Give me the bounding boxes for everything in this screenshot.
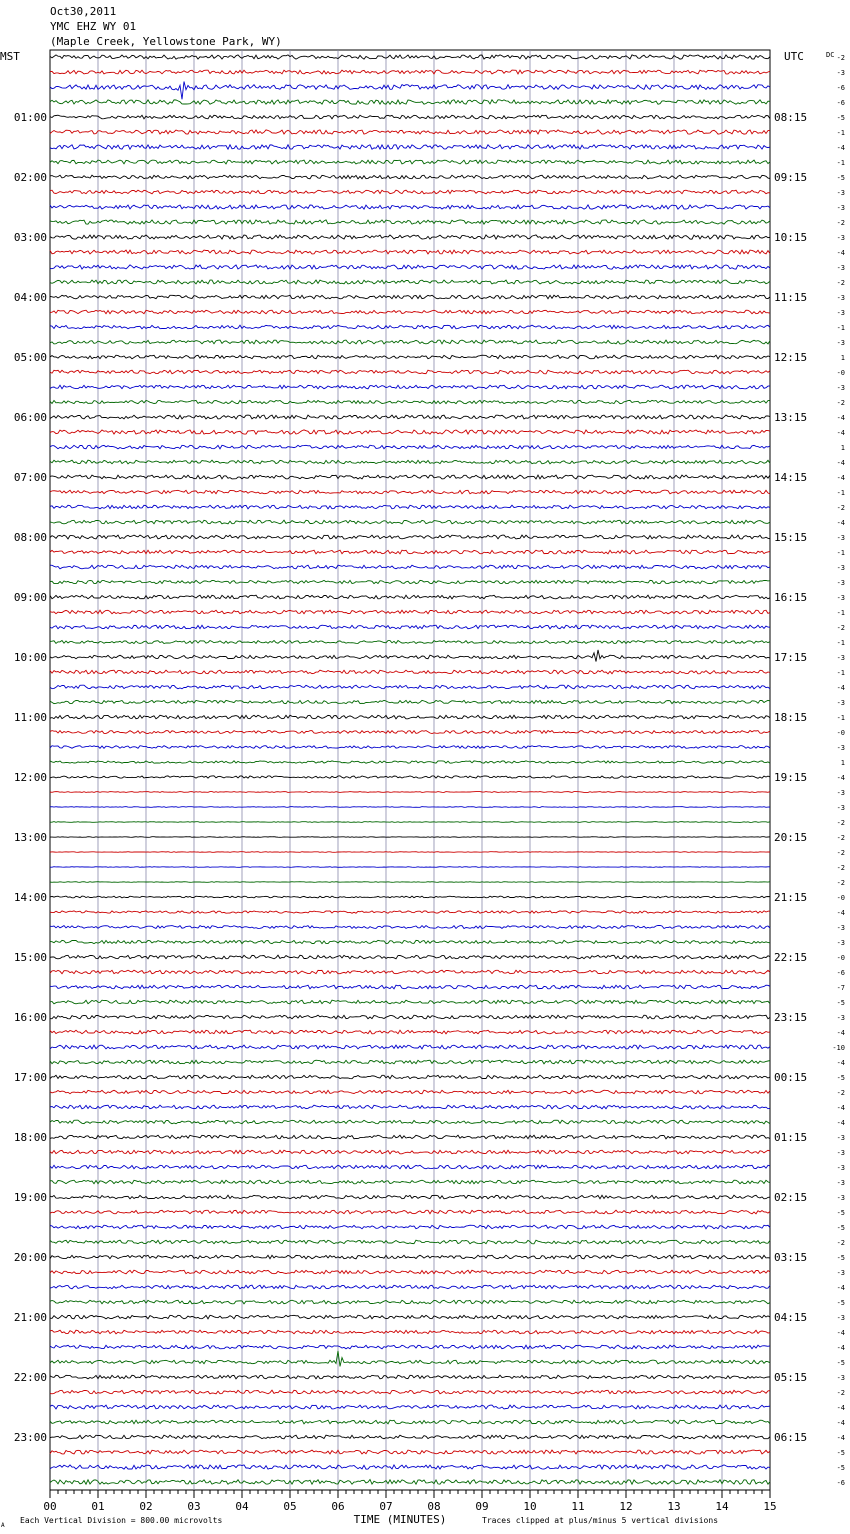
trace-line — [50, 1075, 770, 1079]
trace-line — [50, 1315, 770, 1319]
trace-line — [50, 776, 770, 778]
trace-line — [50, 430, 770, 434]
mst-hour-label: 21:00 — [13, 1311, 47, 1324]
trace-line — [50, 295, 770, 299]
dc-offset-label: -4 — [836, 1059, 845, 1067]
dc-offset-label: -0 — [836, 894, 845, 902]
mst-hour-label: 20:00 — [13, 1251, 47, 1264]
trace-line — [50, 145, 770, 149]
dc-offset-label: -1 — [836, 159, 845, 167]
x-tick-label: 11 — [571, 1500, 585, 1513]
dc-offset-label: -5 — [836, 1074, 845, 1082]
dc-offset-label: -5 — [836, 1464, 845, 1472]
mst-hour-label: 11:00 — [13, 711, 47, 724]
trace-line — [50, 1135, 770, 1139]
dc-offset-label: -4 — [836, 1344, 845, 1352]
x-tick-label: 03 — [187, 1500, 201, 1513]
dc-offset-label: -6 — [836, 969, 845, 977]
dc-offset-label: -1 — [836, 609, 845, 617]
trace-line — [50, 565, 770, 569]
mst-hour-label: 08:00 — [13, 531, 47, 544]
mst-hour-label: 03:00 — [13, 231, 47, 244]
trace-line — [50, 400, 770, 403]
dc-offset-label: -6 — [836, 1479, 845, 1487]
mst-hour-label: 16:00 — [13, 1011, 47, 1024]
trace-line — [50, 1090, 770, 1094]
dc-offset-label: -4 — [836, 144, 845, 152]
trace-line — [50, 250, 770, 254]
dc-offset-label: -1 — [836, 129, 845, 137]
x-tick-label: 07 — [379, 1500, 393, 1513]
mst-hour-label: 01:00 — [13, 111, 47, 124]
dc-offset-label: -4 — [836, 474, 845, 482]
x-tick-label: 04 — [235, 1500, 249, 1513]
utc-hour-label: 12:15 — [774, 351, 808, 364]
dc-offset-label: -4 — [836, 519, 845, 527]
utc-hour-label: 22:15 — [774, 951, 808, 964]
dc-offset-label: -4 — [836, 1119, 845, 1127]
mst-hour-label: 09:00 — [13, 591, 47, 604]
trace-line — [50, 355, 770, 359]
trace-line — [50, 1300, 770, 1304]
trace-line — [50, 340, 770, 344]
dc-offset-label: -2 — [836, 819, 845, 827]
trace-line — [50, 1405, 770, 1409]
dc-offset-label: -6 — [836, 99, 845, 107]
x-tick-label: 12 — [619, 1500, 633, 1513]
trace-line — [50, 700, 770, 703]
dc-offset-label: -3 — [836, 1149, 845, 1157]
dc-offset-label: -2 — [836, 879, 845, 887]
trace-line — [50, 475, 770, 479]
trace-line — [50, 1345, 770, 1349]
utc-hour-label: 17:15 — [774, 651, 808, 664]
trace-line — [50, 1270, 770, 1274]
utc-hour-label: 10:15 — [774, 231, 808, 244]
dc-offset-label: -3 — [836, 264, 845, 272]
x-tick-label: 06 — [331, 1500, 345, 1513]
trace-line — [50, 460, 770, 464]
header-location: (Maple Creek, Yellowstone Park, WY) — [50, 35, 282, 48]
utc-hour-label: 02:15 — [774, 1191, 808, 1204]
utc-hour-label: 04:15 — [774, 1311, 808, 1324]
dc-offset-label: -3 — [836, 309, 845, 317]
mst-hour-label: 05:00 — [13, 351, 47, 364]
dc-offset-label: -4 — [836, 684, 845, 692]
trace-line — [50, 1330, 770, 1334]
trace-line — [50, 1450, 770, 1454]
trace-line — [50, 280, 770, 284]
dc-offset-label: -3 — [836, 234, 845, 242]
x-tick-label: 15 — [763, 1500, 777, 1513]
dc-offset-label: -3 — [836, 594, 845, 602]
dc-offset-label: -5 — [836, 1449, 845, 1457]
mst-hour-label: 02:00 — [13, 171, 47, 184]
trace-line — [50, 882, 770, 883]
trace-line — [50, 926, 770, 929]
utc-hour-label: 09:15 — [774, 171, 808, 184]
mst-hour-label: 04:00 — [13, 291, 47, 304]
trace-line — [50, 520, 770, 524]
mst-hour-label: 14:00 — [13, 891, 47, 904]
trace-line — [50, 807, 770, 808]
mst-hour-label: 07:00 — [13, 471, 47, 484]
dc-offset-label: -4 — [836, 909, 845, 917]
dc-offset-label: 1 — [840, 759, 845, 767]
utc-hour-label: 13:15 — [774, 411, 808, 424]
dc-offset-label: -2 — [836, 864, 845, 872]
dc-offset-label: -2 — [836, 1389, 845, 1397]
trace-line — [50, 370, 770, 374]
dc-offset-label: -5 — [836, 1359, 845, 1367]
trace-line — [50, 1351, 770, 1367]
trace-line — [50, 867, 770, 868]
mst-hour-label: 12:00 — [13, 771, 47, 784]
dc-offset-label: -2 — [836, 834, 845, 842]
dc-offset-label: -6 — [836, 84, 845, 92]
x-tick-label: 02 — [139, 1500, 153, 1513]
trace-line — [50, 595, 770, 599]
trace-line — [50, 650, 770, 662]
trace-line — [50, 792, 770, 793]
dc-offset-label: -2 — [836, 624, 845, 632]
dc-offset-label: -2 — [836, 399, 845, 407]
dc-offset-label: -3 — [836, 564, 845, 572]
dc-offset-label: -2 — [836, 504, 845, 512]
dc-offset-label: -5 — [836, 1209, 845, 1217]
trace-line — [50, 940, 770, 943]
trace-line — [50, 310, 770, 314]
mst-hour-label: 06:00 — [13, 411, 47, 424]
dc-offset-label: -3 — [836, 1164, 845, 1172]
trace-line — [50, 1390, 770, 1394]
x-tick-label: 09 — [475, 1500, 489, 1513]
utc-hour-label: 16:15 — [774, 591, 808, 604]
trace-line — [50, 1180, 770, 1184]
header-date: Oct30,2011 — [50, 5, 117, 18]
dc-offset-label: -4 — [836, 1284, 845, 1292]
dc-offset-label: -5 — [836, 999, 845, 1007]
mst-hour-label: 18:00 — [13, 1131, 47, 1144]
trace-line — [50, 955, 770, 959]
dc-offset-label: -5 — [836, 1224, 845, 1232]
trace-line — [50, 852, 770, 853]
trace-line — [50, 130, 770, 134]
utc-hour-label: 01:15 — [774, 1131, 808, 1144]
dc-offset-label: -2 — [836, 849, 845, 857]
trace-line — [50, 265, 770, 269]
utc-hour-label: 06:15 — [774, 1431, 808, 1444]
trace-line — [50, 1015, 770, 1019]
trace-line — [50, 160, 770, 164]
dc-offset-label: -3 — [836, 924, 845, 932]
mst-hour-label: 15:00 — [13, 951, 47, 964]
dc-offset-label: -3 — [836, 1179, 845, 1187]
dc-offset-label: -4 — [836, 1329, 845, 1337]
utc-hour-label: 19:15 — [774, 771, 808, 784]
dc-offset-label: -3 — [836, 294, 845, 302]
dc-offset-label: -4 — [836, 1419, 845, 1427]
utc-hour-label: 15:15 — [774, 531, 808, 544]
mst-hour-label: 13:00 — [13, 831, 47, 844]
trace-line — [50, 1105, 770, 1109]
dc-offset-label: -4 — [836, 414, 845, 422]
trace-line — [50, 761, 770, 763]
x-tick-label: 05 — [283, 1500, 297, 1513]
dc-offset-label: -2 — [836, 219, 845, 227]
trace-line — [50, 55, 770, 59]
trace-line — [50, 385, 770, 389]
dc-offset-label: -1 — [836, 669, 845, 677]
trace-line — [50, 205, 770, 209]
trace-line — [50, 837, 770, 838]
dc-offset-label: 1 — [840, 444, 845, 452]
dc-offset-label: -7 — [836, 984, 845, 992]
trace-line — [50, 1465, 770, 1469]
trace-line — [50, 1240, 770, 1244]
utc-hour-label: 18:15 — [774, 711, 808, 724]
dc-offset-label: -2 — [836, 279, 845, 287]
dc-offset-label: -3 — [836, 789, 845, 797]
utc-hour-label: 03:15 — [774, 1251, 808, 1264]
trace-line — [50, 1165, 770, 1169]
x-tick-label: 08 — [427, 1500, 441, 1513]
mst-hour-label: 19:00 — [13, 1191, 47, 1204]
trace-line — [50, 1150, 770, 1154]
dc-offset-label: -1 — [836, 489, 845, 497]
scale-note: Each Vertical Division = 800.00 microvolts — [20, 1516, 223, 1525]
trace-line — [50, 970, 770, 974]
dc-offset-label: -3 — [836, 804, 845, 812]
dc-offset-label: -3 — [836, 189, 845, 197]
trace-line — [50, 746, 770, 749]
trace-line — [50, 822, 770, 823]
x-tick-label: 01 — [91, 1500, 105, 1513]
dc-offset-label: -1 — [836, 639, 845, 647]
dc-offset-label: -3 — [836, 939, 845, 947]
mst-hour-label: 23:00 — [13, 1431, 47, 1444]
dc-offset-label: -0 — [836, 954, 845, 962]
trace-line — [50, 190, 770, 194]
trace-line — [50, 1255, 770, 1259]
dc-offset-label: -2 — [836, 54, 845, 62]
trace-line — [50, 731, 770, 734]
trace-line — [50, 685, 770, 689]
dc-offset-label: -1 — [836, 714, 845, 722]
trace-line — [50, 70, 770, 74]
trace-line — [50, 445, 770, 449]
trace-line — [50, 1225, 770, 1229]
header-station: YMC EHZ WY 01 — [50, 20, 137, 33]
dc-offset-label: -5 — [836, 1254, 845, 1262]
dc-label: DC — [826, 51, 835, 59]
mst-hour-label: 22:00 — [13, 1371, 47, 1384]
dc-offset-label: -3 — [836, 1194, 845, 1202]
dc-offset-label: -1 — [836, 324, 845, 332]
trace-line — [50, 1435, 770, 1439]
dc-offset-label: -3 — [836, 384, 845, 392]
trace-line — [50, 415, 770, 419]
trace-line — [50, 235, 770, 239]
trace-line — [50, 670, 770, 674]
trace-line — [50, 1060, 770, 1064]
trace-line — [50, 535, 770, 539]
trace-line — [50, 1375, 770, 1379]
trace-line — [50, 1030, 770, 1034]
dc-offset-label: -3 — [836, 744, 845, 752]
trace-line — [50, 1045, 770, 1049]
utc-axis-label: UTC — [784, 50, 804, 63]
mst-axis-label: MST — [0, 50, 20, 63]
clip-note: Traces clipped at plus/minus 5 vertical divisions — [482, 1516, 719, 1525]
utc-hour-label: 23:15 — [774, 1011, 808, 1024]
trace-line — [50, 641, 770, 644]
utc-hour-label: 05:15 — [774, 1371, 808, 1384]
utc-hour-label: 14:15 — [774, 471, 808, 484]
dc-offset-label: -4 — [836, 774, 845, 782]
dc-offset-label: -2 — [836, 1239, 845, 1247]
trace-line — [50, 715, 770, 719]
dc-offset-label: -4 — [836, 1104, 845, 1112]
trace-line — [50, 220, 770, 224]
utc-hour-label: 11:15 — [774, 291, 808, 304]
trace-line — [50, 625, 770, 629]
x-tick-label: 00 — [43, 1500, 57, 1513]
utc-hour-label: 20:15 — [774, 831, 808, 844]
utc-hour-label: 00:15 — [774, 1071, 808, 1084]
trace-line — [50, 985, 770, 989]
trace-line — [50, 1000, 770, 1004]
x-tick-label: 13 — [667, 1500, 681, 1513]
x-tick-label: 14 — [715, 1500, 729, 1513]
dc-offset-label: -4 — [836, 429, 845, 437]
dc-offset-label: -3 — [836, 339, 845, 347]
mst-hour-label: 10:00 — [13, 651, 47, 664]
dc-offset-label: -0 — [836, 729, 845, 737]
trace-line — [50, 1480, 770, 1485]
dc-offset-label: -3 — [836, 69, 845, 77]
x-axis-label: TIME (MINUTES) — [353, 1513, 447, 1526]
dc-offset-label: -3 — [836, 1374, 845, 1382]
dc-offset-label: -1 — [836, 549, 845, 557]
x-tick-label: 10 — [523, 1500, 537, 1513]
dc-offset-label: -3 — [836, 579, 845, 587]
trace-line — [50, 490, 770, 494]
dc-offset-label: -4 — [836, 1404, 845, 1412]
dc-offset-label: -3 — [836, 654, 845, 662]
trace-line — [50, 1420, 770, 1424]
dc-offset-label: -10 — [832, 1044, 845, 1052]
dc-offset-label: 1 — [840, 354, 845, 362]
utc-hour-label: 08:15 — [774, 111, 808, 124]
trace-line — [50, 550, 770, 554]
trace-line — [50, 911, 770, 913]
dc-offset-label: -0 — [836, 369, 845, 377]
trace-line — [50, 82, 770, 100]
dc-offset-label: -3 — [836, 1014, 845, 1022]
dc-offset-label: -4 — [836, 1029, 845, 1037]
dc-offset-label: -5 — [836, 114, 845, 122]
trace-line — [50, 100, 770, 104]
utc-hour-label: 21:15 — [774, 891, 808, 904]
dc-offset-label: -3 — [836, 1134, 845, 1142]
dc-offset-label: -3 — [836, 534, 845, 542]
dc-offset-label: -4 — [836, 1434, 845, 1442]
trace-line — [50, 896, 770, 898]
mst-hour-label: 17:00 — [13, 1071, 47, 1084]
dc-offset-label: -3 — [836, 1269, 845, 1277]
trace-line — [50, 1210, 770, 1214]
trace-line — [50, 1195, 770, 1199]
trace-line — [50, 610, 770, 614]
dc-offset-label: -3 — [836, 204, 845, 212]
trace-line — [50, 505, 770, 509]
dc-offset-label: -2 — [836, 1089, 845, 1097]
trace-line — [50, 580, 770, 583]
trace-line — [50, 175, 770, 179]
trace-line — [50, 1120, 770, 1124]
dc-offset-label: -3 — [836, 699, 845, 707]
dc-offset-label: -5 — [836, 1299, 845, 1307]
dc-offset-label: -4 — [836, 249, 845, 257]
trace-line — [50, 325, 770, 329]
trace-line — [50, 1285, 770, 1289]
trace-line — [50, 115, 770, 119]
dc-offset-label: -3 — [836, 1314, 845, 1322]
dc-offset-label: -4 — [836, 459, 845, 467]
dc-offset-label: -5 — [836, 174, 845, 182]
corner-mark: A — [1, 1522, 5, 1529]
